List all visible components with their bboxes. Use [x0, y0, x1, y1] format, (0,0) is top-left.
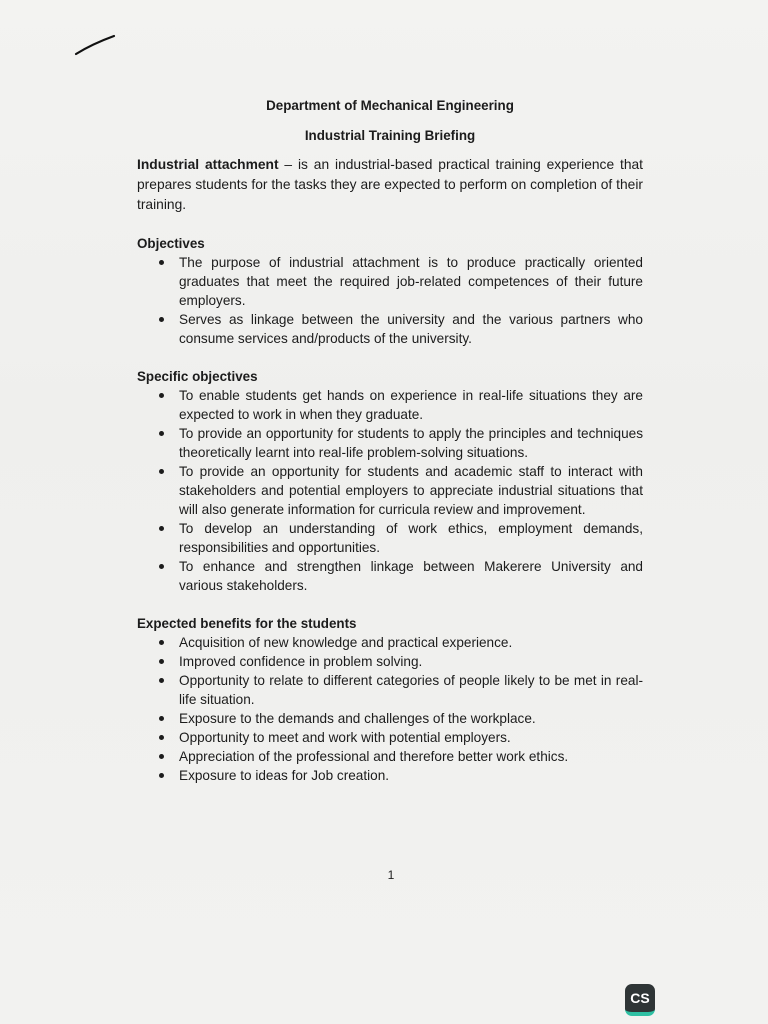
- list-item: To enable students get hands on experience in real-life situations they are expected to work in when they graduate.: [179, 388, 643, 422]
- list-item: To enhance and strengthen linkage between Makerere University and various stakeholders.: [179, 559, 643, 593]
- list-item: Serves as linkage between the university and the various partners who consume services and/products of the university.: [179, 312, 643, 346]
- list-item: Opportunity to meet and work with potential employers.: [179, 728, 643, 747]
- intro-definition: – is an industrial-based practical training experience that prepares students for the tasks they are expected to perform on completion of their training.: [137, 157, 643, 212]
- page-number: 1: [387, 868, 395, 882]
- list-item: Appreciation of the professional and therefore better work ethics.: [179, 747, 643, 766]
- objectives-heading: Objectives: [137, 236, 205, 251]
- list-item: Exposure to ideas for Job creation.: [179, 766, 643, 785]
- list-item: The purpose of industrial attachment is to produce practically oriented graduates that meet the required job-related competences of their future employers.: [179, 255, 643, 308]
- list-item: Opportunity to relate to different categories of people likely to be met in real-life situation.: [179, 673, 643, 707]
- list-item: To provide an opportunity for students to apply the principles and techniques theoretically learnt into real-life problem-solving situations.: [179, 426, 643, 460]
- benefits-heading: Expected benefits for the students: [137, 616, 357, 631]
- pen-stroke-mark: [74, 34, 118, 58]
- camscanner-logo-icon: CS: [625, 984, 655, 1016]
- department-title: Department of Mechanical Engineering: [266, 98, 514, 113]
- list-item: To develop an understanding of work ethics, employment demands, responsibilities and opportunities.: [179, 521, 643, 555]
- list-item: Exposure to the demands and challenges of the workplace.: [179, 709, 643, 728]
- document-body: [137, 96, 643, 785]
- specific-objectives-heading: Specific objectives: [137, 369, 258, 384]
- list-item: Improved confidence in problem solving.: [179, 652, 643, 671]
- list-item: Acquisition of new knowledge and practical experience.: [179, 633, 643, 652]
- list-item: To provide an opportunity for students and academic staff to interact with stakeholders and potential employers to appreciate industrial situations that will also generate information for curricula review and improvement.: [179, 464, 643, 517]
- benefits-list: [137, 633, 643, 785]
- intro-term: Industrial attachment: [137, 157, 279, 172]
- specific-objectives-list: [137, 386, 643, 595]
- intro-paragraph: [137, 155, 643, 215]
- objectives-list: [137, 253, 643, 348]
- briefing-title: Industrial Training Briefing: [304, 128, 476, 143]
